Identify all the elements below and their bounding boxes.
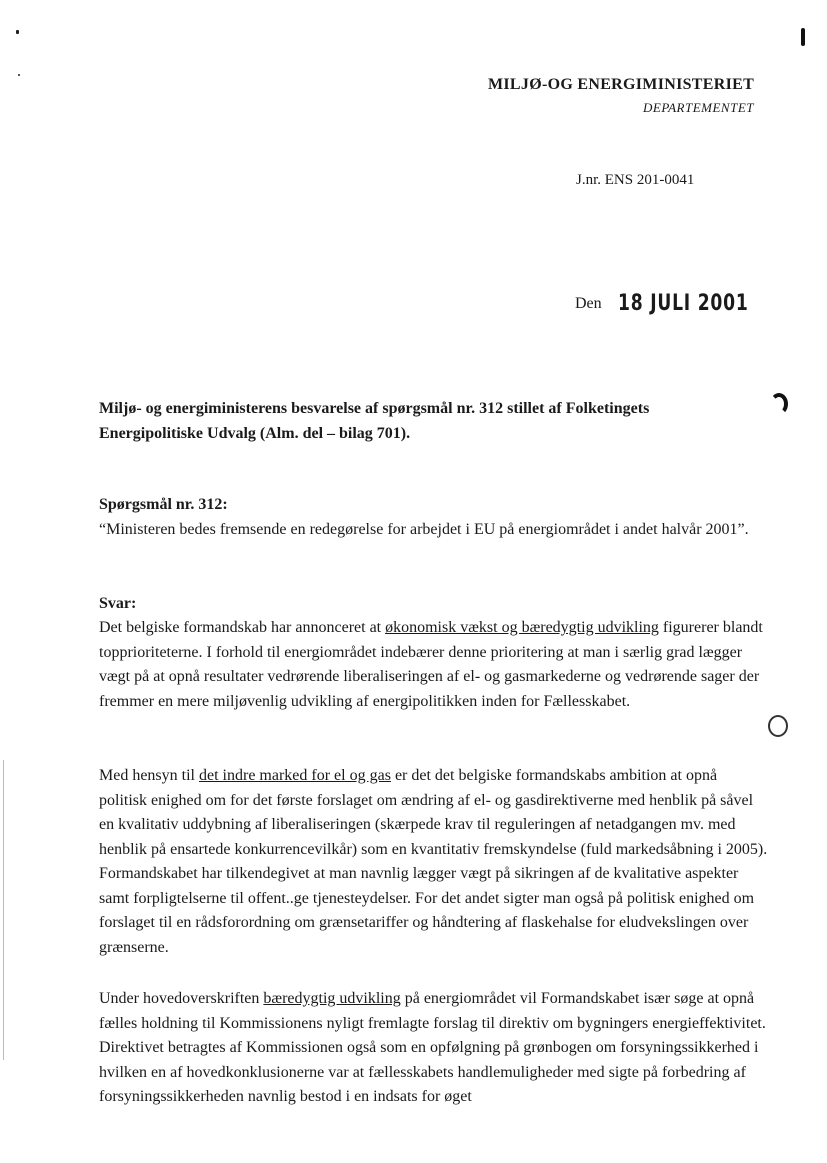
punch-mark xyxy=(768,715,788,737)
question-text: “Ministeren bedes fremsende en redegørelse for arbejdet i EU på energiområdet i andet halvår 2001”. xyxy=(99,521,749,538)
paragraph-text: Det belgiske formandskab har annonceret at xyxy=(99,619,386,636)
title-line-1: Miljø- og energiministerens besvarelse af spørgsmål nr. 312 stillet af Folketingets xyxy=(99,400,650,417)
date-stamp: 18 JULI 2001 xyxy=(618,291,749,316)
paragraph-text: Med hensyn til xyxy=(99,767,199,784)
title-line-2: Energipolitiske Udvalg (Alm. del – bilag 701). xyxy=(99,425,411,442)
answer-paragraph-3 xyxy=(99,987,769,1110)
scan-dot xyxy=(18,74,20,76)
department-name: DEPARTEMENTET xyxy=(643,100,754,115)
paragraph-text: er det det belgiske formandskabs ambition at opnå politisk enighed om for det første forslaget om ændring af el- og gasdirektiverne med henblik på såvel en kvalitativ uddybning af liberaliseringen (skærpede krav til reguleringen af netadgangen mv. med henblik på ensartede konkurrencevilkår) som en kvantitativ fremskyndelse (fuld markedsåbning i 2005). Formandskabet har tilkendegivet at man navnlig lægger vægt på sikringen af de kvalitative aspekter samt forpligtelserne til offent..ge tjenesteydelser. For det andet sigter man også på politisk enighed om forslaget til en rådsforordning om grænsetariffer og håndtering af flaskehalse for eludvekslingen over grænserne. xyxy=(99,767,768,956)
paragraph-text: på energiområdet vil Formandskabet især søge at opnå fælles holdning til Kommissionens nyligt fremlagte forslag til direktiv om bygningers energieffektivitet. Direktivet betragtes af Kommissionen også som en opfølgning på grønbogen om forsyningssikkerhed i hvilken en af hovedkonklusionerne var at fællesskabets handlemuligheder med sigte på forbedring af forsyningssikkerheden navnlig bestod i en indsats for øget xyxy=(99,990,766,1105)
paragraph-text: Under hovedoverskriften xyxy=(99,990,264,1007)
ministry-name: MILJØ-OG ENERGIMINISTERIET xyxy=(488,76,755,93)
answer-heading: Svar: xyxy=(99,595,137,612)
punch-mark xyxy=(801,28,805,46)
scan-edge-line xyxy=(3,760,4,1060)
underlined-phrase: det indre marked for el og gas xyxy=(199,767,391,784)
paragraph-text: figurerer blandt topprioriteterne. I forhold til energiområdet indebærer denne prioritering at man i særlig grad lægger vægt på at opnå resultater vedrørende liberaliseringen af el- og gasmarkederne og vedrørende sager der fremmer en mere miljøvenlig udvikling af energipolitikken inden for Fællesskabet. xyxy=(99,619,763,710)
document-title xyxy=(99,396,739,446)
journal-number: J.nr. ENS 201-0041 xyxy=(576,172,695,188)
underlined-phrase: økonomisk vækst og bæredygtig udvikling xyxy=(385,619,659,636)
question-heading: Spørgsmål nr. 312: xyxy=(99,496,228,513)
answer-paragraph-1 xyxy=(99,616,769,714)
underlined-phrase: bæredygtig udvikling xyxy=(263,990,401,1007)
scan-dot xyxy=(16,30,19,34)
answer-paragraph-2 xyxy=(99,764,769,960)
date-label: Den xyxy=(575,295,602,312)
punch-mark xyxy=(770,393,788,415)
